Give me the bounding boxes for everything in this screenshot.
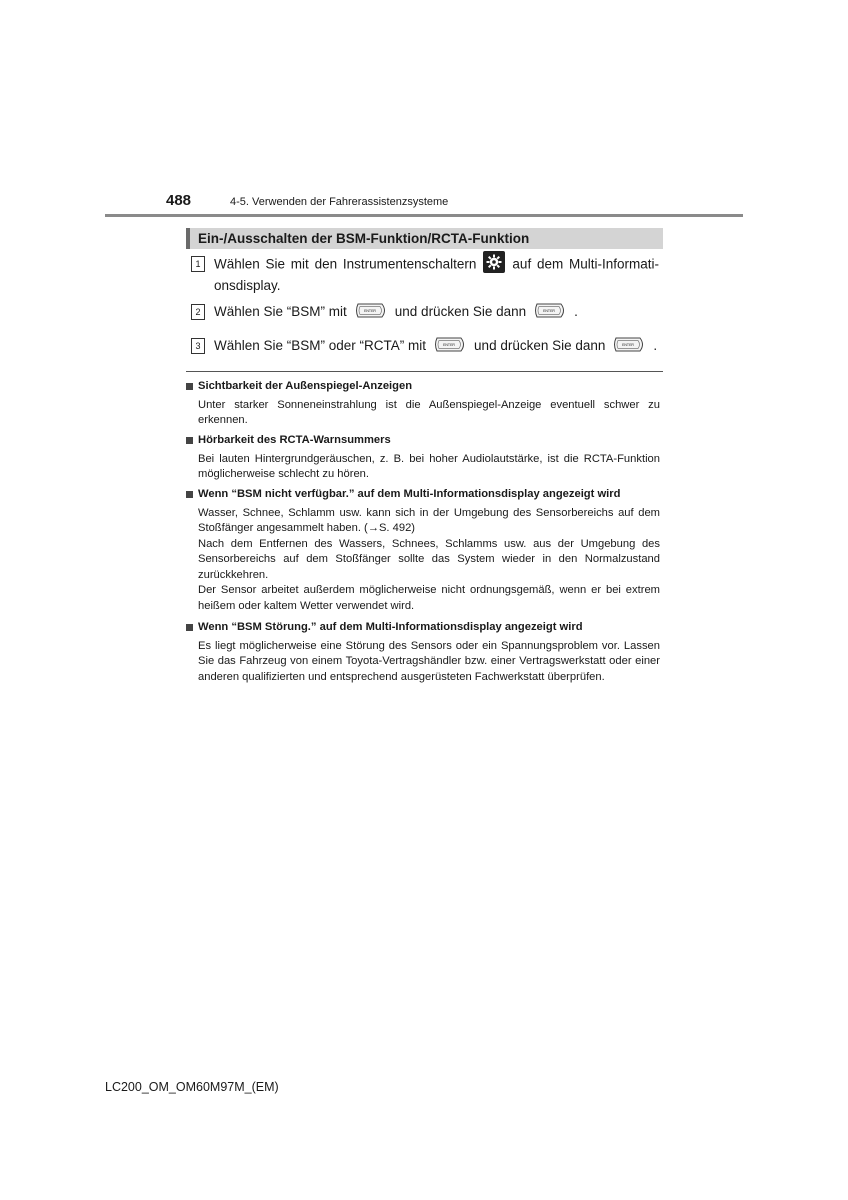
footer-document-code: LC200_OM_OM60M97M_(EM) [105, 1080, 279, 1094]
step-3-text-middle: und drücken Sie dann [474, 338, 606, 353]
svg-text:ENTER: ENTER [543, 308, 556, 313]
note-body [186, 506, 660, 615]
section-heading-text: Ein-/Ausschalten der BSM-Funktion/RCTA-Funktion [198, 231, 530, 246]
step-2-text [214, 302, 659, 321]
note-rcta-buzzer [186, 433, 660, 483]
note-paragraph: Der Sensor arbeitet außerdem möglicherweise nicht ordnungsgemäß, wenn er bei extrem heißem oder kaltem Wetter verwendet wird. [198, 584, 660, 612]
step-2 [191, 302, 661, 322]
step-1-text-after: auf dem Multi-Informationsdisplay. [214, 256, 659, 293]
note-title: Sichtbarkeit der Außenspiegel-Anzeigen [186, 379, 660, 395]
step-1-text-before: Wählen Sie mit den Instrumentenschaltern [214, 256, 477, 272]
note-bsm-malfunction [186, 620, 660, 685]
svg-text:ENTER: ENTER [363, 308, 376, 313]
step-2-text-before: Wählen Sie “BSM” mit [214, 304, 347, 319]
page-number: 488 [166, 192, 192, 209]
svg-text:ENTER: ENTER [443, 342, 455, 347]
svg-text:ENTER: ENTER [622, 342, 635, 347]
enter-switch-icon [354, 302, 388, 319]
note-paragraph: Unter starker Sonneneinstrahlung ist die Außenspiegel-Anzeige eventuell schwer zu erkennen. [198, 398, 660, 426]
step-3 [191, 336, 661, 356]
step-number-3: 3 [191, 338, 205, 354]
divider-rule [186, 371, 663, 372]
note-title: Wenn “BSM Störung.” auf dem Multi-Informationsdisplay angezeigt wird [186, 620, 660, 636]
note-body [186, 398, 660, 429]
enter-switch-icon [612, 336, 646, 353]
enter-switch-icon [433, 336, 467, 353]
step-number-1: 1 [191, 256, 205, 272]
note-title: Wenn “BSM nicht verfügbar.” auf dem Multi-Informationsdisplay angezeigt wird [186, 487, 660, 503]
header-rule [105, 214, 743, 217]
note-bsm-unavailable [186, 487, 660, 614]
note-mirror-visibility [186, 379, 660, 429]
step-1-text [214, 254, 659, 295]
step-number-2: 2 [191, 304, 205, 320]
note-body [186, 639, 660, 686]
step-3-text-after: . [653, 338, 658, 353]
section-heading-bar [186, 228, 190, 249]
note-paragraph: Nach dem Entfernen des Wassers, Schnees, Schlamms usw. aus der Umgebung des Sensorbereichs auf dem Stoßfänger sollte das System wieder in den Normalzustand zurückkehren. [198, 537, 660, 581]
note-title: Hörbarkeit des RCTA-Warnsummers [186, 433, 660, 449]
enter-switch-icon [533, 302, 567, 319]
step-3-text [214, 336, 659, 355]
note-paragraph: Es liegt möglicherweise eine Störung des Sensors oder ein Spannungsproblem vor. Lassen Sie das Fahrzeug von einem Toyota-Vertragshändler bzw. einer Vertragswerkstatt oder einer anderen qualifizierten und entsprechend ausgerüsteten Fachwerkstatt überprüfen. [198, 639, 660, 683]
chapter-title: 4-5. Verwenden der Fahrerassistenzsysteme [230, 196, 449, 208]
section-heading [186, 228, 663, 249]
step-2-text-after: . [574, 304, 578, 319]
note-paragraph: Bei lauten Hintergrundgeräuschen, z. B. bei hoher Audiolautstärke, ist die RCTA-Funktion möglicherweise schlecht zu hören. [198, 452, 660, 480]
note-paragraph: Wasser, Schnee, Schlamm usw. kann sich in der Umgebung des Sensorbereichs auf dem Stoßfänger angesammelt haben. (→S. 492) [198, 506, 660, 534]
note-body [186, 452, 660, 483]
gear-settings-icon [483, 251, 505, 273]
step-2-text-middle: und drücken Sie dann [394, 304, 527, 319]
step-3-text-before: Wählen Sie “BSM” oder “RCTA” mit [214, 338, 427, 353]
step-1 [191, 254, 661, 294]
